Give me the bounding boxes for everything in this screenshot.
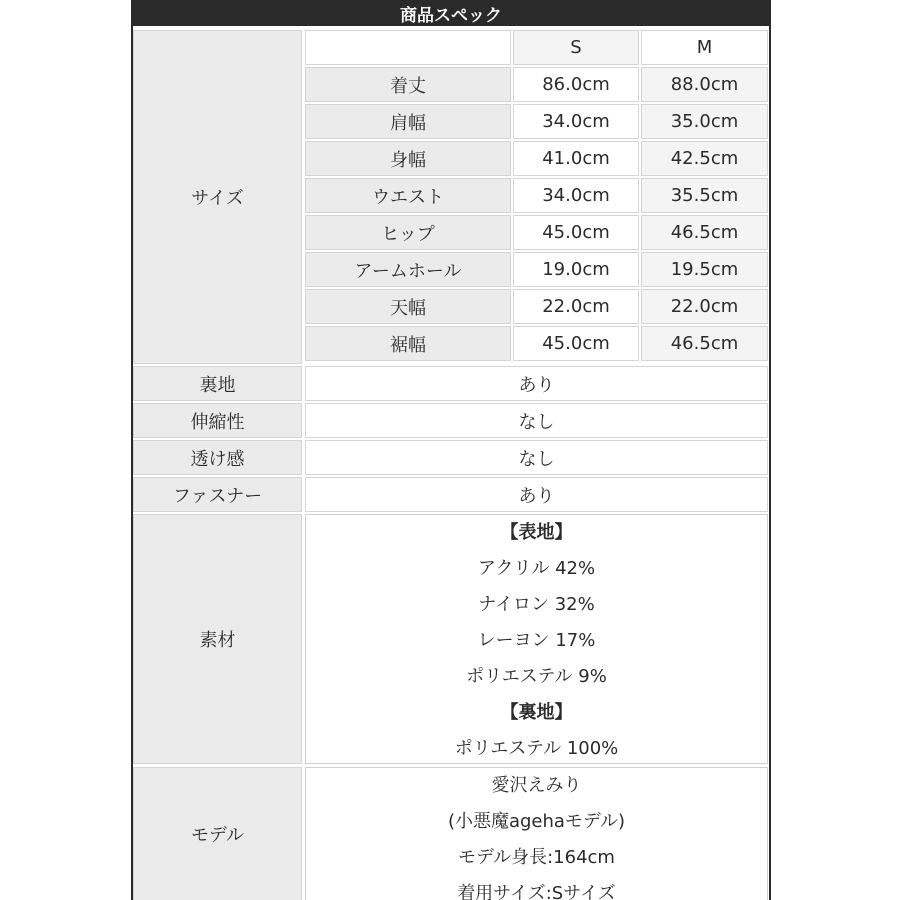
size-row-m: 88.0cm	[641, 67, 768, 102]
material-value-cell	[305, 514, 768, 764]
model-line: モデル身長:164cm	[458, 847, 615, 868]
material-line: ポリエステル 9%	[466, 666, 607, 687]
material-line: ポリエステル 100%	[454, 738, 619, 759]
size-row-m: 19.5cm	[641, 252, 768, 287]
size-row-s: 45.0cm	[513, 215, 639, 250]
spec-label-cell: 伸縮性	[133, 403, 302, 438]
size-row-name: 裾幅	[305, 326, 511, 361]
size-row-m: 46.5cm	[641, 215, 768, 250]
size-header-blank	[305, 30, 511, 65]
size-row-m: 46.5cm	[641, 326, 768, 361]
spec-value-cell: なし	[305, 440, 768, 475]
model-line: 愛沢えみり	[491, 775, 582, 796]
spec-title: 商品スペック	[400, 5, 502, 26]
size-row-s: 22.0cm	[513, 289, 639, 324]
material-line: 【裏地】	[500, 702, 573, 723]
spec-label-cell: ファスナー	[133, 477, 302, 512]
material-line: ナイロン 32%	[478, 594, 595, 615]
spec-label-cell: 透け感	[133, 440, 302, 475]
size-row-m: 42.5cm	[641, 141, 768, 176]
size-row-m: 35.0cm	[641, 104, 768, 139]
size-row-name: 肩幅	[305, 104, 511, 139]
size-row-name: 天幅	[305, 289, 511, 324]
size-row-s: 34.0cm	[513, 104, 639, 139]
model-line: 着用サイズ:Sサイズ	[457, 883, 616, 900]
model-label-cell	[133, 767, 302, 900]
spec-value-cell: あり	[305, 366, 768, 401]
material-label: 素材	[199, 630, 236, 651]
product-spec-sheet	[133, 0, 769, 900]
spec-value-cell: あり	[305, 477, 768, 512]
size-row-name: 着丈	[305, 67, 511, 102]
right-edge-line	[769, 0, 771, 900]
size-row-s: 19.0cm	[513, 252, 639, 287]
size-row-s: 45.0cm	[513, 326, 639, 361]
size-label: サイズ	[191, 188, 244, 209]
size-row-m: 35.5cm	[641, 178, 768, 213]
size-row-s: 86.0cm	[513, 67, 639, 102]
size-row-m: 22.0cm	[641, 289, 768, 324]
model-label: モデル	[190, 825, 245, 846]
material-label-cell	[133, 514, 302, 764]
size-header-m	[641, 30, 768, 65]
size-header-s	[513, 30, 639, 65]
model-value-cell	[305, 767, 768, 900]
size-col-s: S	[570, 37, 582, 58]
model-lines	[306, 768, 767, 900]
size-row-name: アームホール	[305, 252, 511, 287]
material-line: 【表地】	[500, 522, 573, 543]
size-row-name: ウエスト	[305, 178, 511, 213]
size-row-s: 41.0cm	[513, 141, 639, 176]
size-row-name: 身幅	[305, 141, 511, 176]
spec-title-bar	[133, 0, 769, 26]
spec-label-cell: 裏地	[133, 366, 302, 401]
size-row-s: 34.0cm	[513, 178, 639, 213]
model-line: (小悪魔agehaモデル)	[447, 811, 626, 832]
material-line: アクリル 42%	[477, 558, 596, 579]
size-row-name: ヒップ	[305, 215, 511, 250]
spec-value-cell: なし	[305, 403, 768, 438]
size-label-cell	[133, 30, 302, 364]
material-line: レーヨン 17%	[477, 630, 596, 651]
size-col-m: M	[696, 37, 713, 58]
material-lines	[306, 515, 767, 767]
